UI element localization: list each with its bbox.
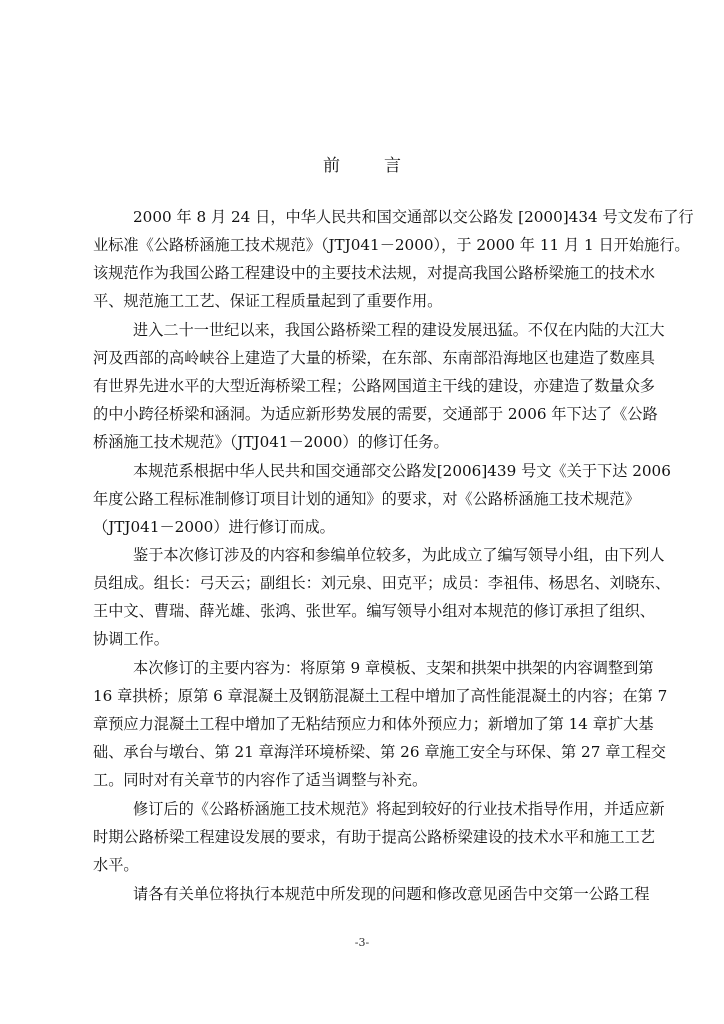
- paragraph-2-line-1: 进入二十一世纪以来，我国公路桥梁工程的建设发展迅猛。不仅在内陆的大江大: [133, 321, 665, 339]
- paragraph-2-line-5: 桥涵施工技术规范》（JTJ041－2000）的修订任务。: [93, 433, 449, 451]
- paragraph-1-line-4: 平、规范施工工艺、保证工程质量起到了重要作用。: [93, 292, 443, 310]
- paragraph-5-line-4: 础、承台与墩台、第 21 章海洋环境桥梁、第 26 章施工安全与环保、第 27 章工程交: [93, 743, 666, 761]
- paragraph-1-line-3: 该规范作为我国公路工程建设中的主要技术法规，对提高我国公路桥梁施工的技术水: [93, 264, 655, 282]
- paragraph-6-line-1: 修订后的《公路桥涵施工技术规范》将起到较好的行业技术指导作用，并适应新: [133, 800, 665, 818]
- page-number: -3-: [354, 936, 370, 949]
- paragraph-4-line-1: 鉴于本次修订涉及的内容和参编单位较多，为此成立了编写领导小组，由下列人: [133, 546, 665, 564]
- paragraph-6-line-2: 时期公路桥梁工程建设发展的要求，有助于提高公路桥梁建设的技术水平和施工工艺: [93, 828, 655, 846]
- paragraph-4-line-4: 协调工作。: [93, 630, 169, 648]
- paragraph-2-line-3: 有世界先进水平的大型近海桥梁工程；公路网国道主干线的建设，亦建造了数量众多: [93, 377, 655, 395]
- paragraph-3-line-1: 本规范系根据中华人民共和国交通部交公路发[2006]439 号文《关于下达 2006: [133, 462, 671, 480]
- paragraph-1-line-2: 业标准《公路桥涵施工技术规范》（JTJ041－2000），于 2000 年 11 月 1 日开始施行。: [93, 236, 690, 254]
- paragraph-3-line-2: 年度公路工程标准制修订项目计划的通知》的要求，对《公路桥涵施工技术规范》: [93, 490, 640, 508]
- page-title: [0, 154, 724, 178]
- paragraph-7-line-1: 请各有关单位将执行本规范中所发现的问题和修改意见函告中交第一公路工程: [133, 885, 650, 903]
- paragraph-4-line-2: 员组成。组长：弓天云；副组长：刘元泉、田克平；成员：李祖伟、杨思名、刘晓东、: [93, 574, 671, 592]
- paragraph-5-line-1: 本次修订的主要内容为：将原第 9 章模板、支架和拱架中拱架的内容调整到第: [133, 659, 654, 677]
- paragraph-5-line-2: 16 章拱桥；原第 6 章混凝土及钢筋混凝土工程中增加了高性能混凝土的内容；在第 7: [93, 687, 668, 705]
- paragraph-4-line-3: 王中文、曹瑞、薛光雄、张鸿、张世军。编写领导小组对本规范的修订承担了组织、: [93, 602, 655, 620]
- paragraph-1-line-1: 2000 年 8 月 24 日，中华人民共和国交通部以交公路发 [2000]434 号文发布了行: [133, 208, 694, 226]
- title-char-1: 前: [323, 156, 340, 176]
- paragraph-2-line-2: 河及西部的高岭峡谷上建造了大量的桥梁，在东部、东南部沿海地区也建造了数座具: [93, 349, 655, 367]
- paragraph-6-line-3: 水平。: [93, 856, 139, 874]
- paragraph-5-line-5: 工。同时对有关章节的内容作了适当调整与补充。: [93, 771, 428, 789]
- title-char-2: 言: [384, 156, 401, 176]
- paragraph-5-line-3: 章预应力混凝土工程中增加了无粘结预应力和体外预应力；新增加了第 14 章扩大基: [93, 715, 654, 733]
- paragraph-2-line-4: 的中小跨径桥梁和涵洞。为适应新形势发展的需要，交通部于 2006 年下达了《公路: [93, 405, 658, 423]
- paragraph-3-line-3: （JTJ041－2000）进行修订而成。: [93, 518, 335, 536]
